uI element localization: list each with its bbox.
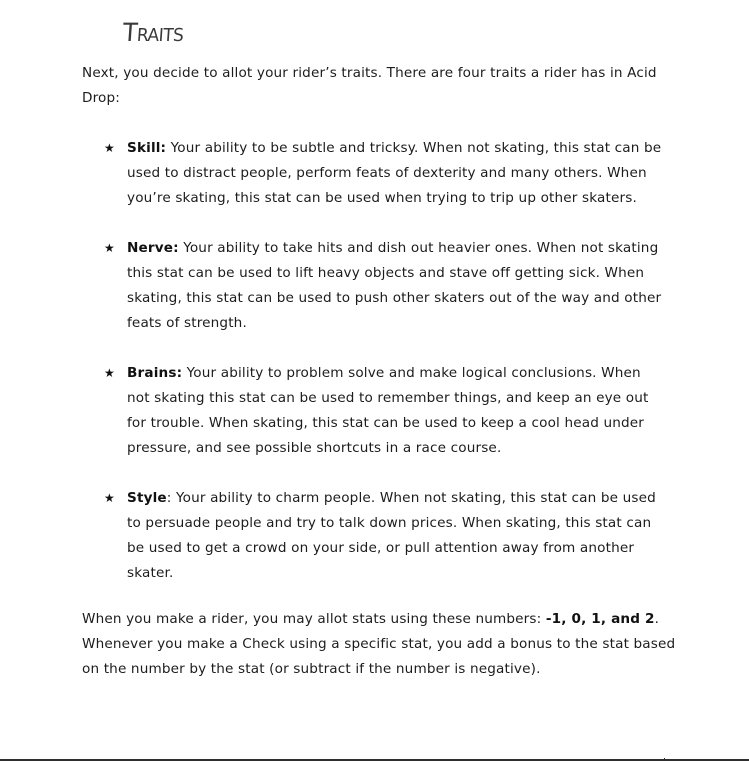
section-heading: Traits [121,18,185,48]
outro-text-before: When you make a rider, you may allot stats using these numbers: [82,611,546,627]
star-icon: ★ [104,491,115,505]
stat-allotment-paragraph [82,607,682,682]
trait-name: Nerve: [127,240,179,256]
trait-item-skill [82,136,667,211]
trait-item-brains [82,361,667,461]
trait-description: Your ability to be subtle and tricksy. When not skating, this stat can be used to distract people, perform feats of dexterity and many others. When you’re skating, this stat can be used when trying to trip up other skaters. [127,140,662,206]
trait-description: Your ability to problem solve and make logical conclusions. When not skating this stat can be used to remember things, and keep an eye out for trouble. When skating, this stat can be used to keep a cool head under pressure, and see possible shortcuts in a race course. [127,365,649,456]
intro-paragraph: Next, you decide to allot your rider’s traits. There are four traits a rider has in Acid Drop: [82,65,657,106]
trait-description: : Your ability to charm people. When not skating, this stat can be used to persuade people and try to talk down prices. When skating, this stat can be used to get a crowd on your side, or pull attention away from another skater. [127,490,656,581]
trait-list [82,136,682,611]
trait-name: Brains: [127,365,183,381]
star-icon: ★ [104,241,115,255]
trait-name: Skill: [127,140,167,156]
outro-text-after: . Whenever you make a Check using a specific stat, you add a bonus to the stat based on the number by the stat (or subtract if the number is negative). [82,611,676,677]
stat-numbers: -1, 0, 1, and 2 [545,611,655,627]
star-icon: ★ [104,141,115,155]
trait-item-style [82,486,667,586]
trait-item-nerve [82,236,667,336]
trait-description: Your ability to take hits and dish out heavier ones. When not skating this stat can be used to lift heavy objects and stave off getting sick. When skating, this stat can be used to push other skaters out of the way and other feats of strength. [127,240,662,331]
trait-name: Style [127,490,167,506]
star-icon: ★ [104,366,115,380]
